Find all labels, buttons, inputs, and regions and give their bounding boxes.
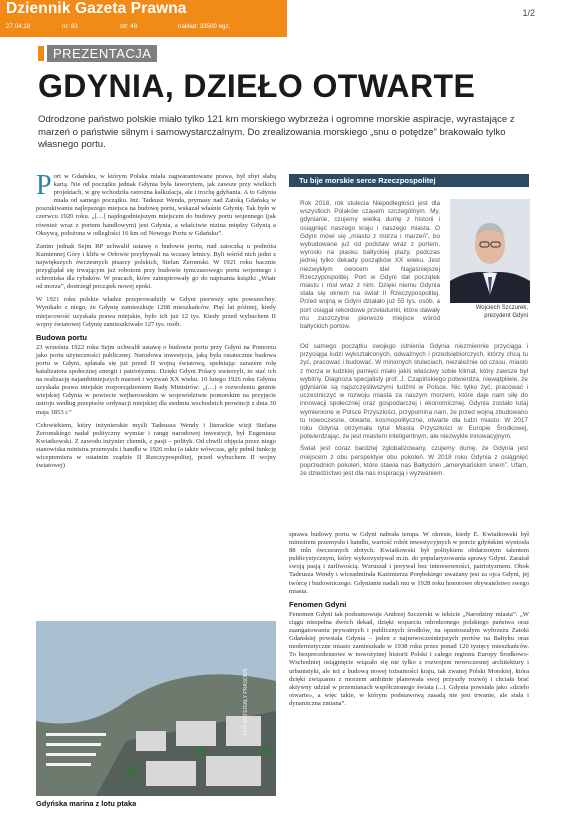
sidebar-text-top: Rok 2018, rok stulecia Niepodległości jest dla wszystkich Polaków czasem szczególnym. My, gdynianie, czujemy wielką dumę z historii i osiągnięć naszego kraju i naszego miasta. O Gdyni mówi się „miasto z morza i marzeń”, bo wybudowane już od podstaw wraz z portem, wyrosło na piasku bałtyckiej plaży, podczas jednej tylko dekady początków XX wieku. Jest niezwykłym owocem idei Najjaśniejszej Rzeczypospolitej. Port w Gdyni dał początek miastu i rósł wraz z nim. Dzięki niemu Gdynia stała się oknem na świat II Rzeczypospolitej. Przed wojną w Gdyni działało już 55 tys. osób, a port osiągał rekordowe przeładunki, które dawały mu zaszczytne pierwsze miejsce wśród bałtyckich portów. [300, 200, 440, 331]
left-column [36, 170, 276, 618]
paragraph: Zanim jednak Sejm RP uchwalił ustawę o budowie portu, nad zatoczką u podnóża Kamiennej Góry i klifu w Orłowie przybywali na wczasy letnicy. Byli wśród nich jedni z największych ówczesnych pisarzy polskich, Stefan Żeromski. W 1921 roku bacznie przyglądał się trwającym już robotom przy budowie tymczasowego portu wojennego i schroniska dla rybaków. W pracach, które zainspirowały go do napisania książki „Wiatr od morza”, dostrzegł początek nowej epoki. [36, 242, 276, 291]
drop-cap: P [36, 170, 52, 201]
section-label: PREZENTACJA [47, 45, 157, 62]
sidebar-heading: Tu bije morskie serce Rzeczpospolitej [289, 174, 529, 187]
paragraph: Port w Gdańsku, w którym Polska miała zagwarantowane prawa, był zbyt słabą kartą. Nie od początku jednak Gdynia była faworytem, jak zawsze przy wielkich projektach, w grę wchodziła ostrożna kalkulacja, ale i trochę gdybania. A to Gdynia miała od samego początku. Inż. Tadeusz Wenda, prymasy nad Zatoką Gdańską w poszukiwaniu najlepszego miejsca na budowę portu, wskazał właśnie Gdynię. Tak było w czerwcu 1920 roku. „[…] najdogodniejszym miejscem do budowy portu wojennego (jak również wraz z portem handlowym) jest Gdynia, a właściwie nizina między Gdynią a Oksywą, położona w odległości 16 km od Nowego Portu w Gdańsku”. [36, 170, 276, 237]
portrait-caption: Wojciech Szczurek, prezydent Gdyni [475, 305, 528, 319]
paragraph: 23 września 1922 roku Sejm uchwalił ustawę o budowie portu przy Gdyni na Pomorzu jako portu użyteczności publicznej. Narodowa inwestycja, jaką była ostatecznie budowa portu w Gdyni, splatała się już przed II wojną światową, spełniając zarazem rolę katalizatora społecznej energii i patriotyzmu. Dzięki Gdyni Polacy uwierzyli, że stać ich na realizację najambitniejszych marzeń i wyzwań XX wieku. 10 lutego 1926 roku Gdynia uzyskała prawa miejskie rozporządzeniem Rady Ministrów: „(…) o rozwoleniu gminie wiejskiej Gdynia w powiecie wejherowskim w województwie pomorskim na przyjęcie ustroju według przepisów ordynacji miejskiej dla siedmiu wschodnich prowincji z dnia 30 maja 1853 r.” [36, 343, 276, 416]
publication-title: Dziennik Gazeta Prawna [6, 0, 187, 17]
page-counter: 1/2 [522, 8, 535, 18]
masthead-bar [0, 0, 287, 37]
subheading: Budowa portu [36, 332, 88, 342]
paragraph: Fenomen Gdyni tak podsumowuje Andrzej Szczerski w tekście „Narodziny miasta”: „W ciągu niespełna dwóch dekad, dzięki wsparciu odrodzonego polskiego państwa oraz zaangażowaniu prywatnych i publicznych środków, na opustoszałym wybrzeżu Zatoki Gdańskiej powstała Gdynia – jeden z najnowocześniejszych portów na Bałtyku oraz modernistyczne miasto zamieszkałe w 1938 roku przez ponad 120 tysięcy mieszkańców. To bezprecedensowe w nowożytnej historii Polski i całego regionu Europy Środkowo-Wschodniej osiągnięcie wiązało się nie tylko z rozwojem nowoczesnej architektury i urbanistyki, ale też z budową nowej tożsamości kraju, tak zwanej Polski Morskiej, która dzięki związaniu z morzem ambitnie planowała swoj przyszły rozwój i chciała brać aktywny udział w przemianach współczesnego świata (...). Gdynia powstała jako «dzieło otwarte», a więc takie, w którym podstawową zasadą nie jest trwanie, ale stała i dynamiczna zmiana”. [289, 610, 529, 707]
paragraph: W 1921 roku polskie władze przeprowadziły w Gdyni pierwszy spis powszechny. Wynikało z niego, że Gdynię zamieszkuje 1268 mieszkańców. Pięć lat później, kiedy miejscowość uzyskała prawa miejskie, było ich już 12 tys. Kiedy przed wybuchem II wojny światowej Gdynię zamieszkiwało 127 tys. osób. [36, 296, 276, 328]
photo-caption: Gdyńska marina z lotu ptaka [36, 799, 137, 808]
circulation: nakład: 33500 egz. [178, 23, 231, 30]
sidebar-text-bottom: Od samego początku swojego istnienia Gdynia niezmiennie przyciąga i przyciąga ludzi wykształconych, odważnych i przedsiębiorczych, którzy chcą tu żyć, pracować i budować. W minionych stuleciach, niezależnie od czasu, miasto z morza w ludzkiej pamięci miało jakiś właściwy sobie klimat, który zawsze był wybitny. Diagnoza specjalisty prof. J. Czapińskiego potwierdza, niewątpliwie, że gdynianie są najszczęśliwszymi ludźmi w Polsce. Nic tylko żyć, pracować i uczestniczyć w rozwoju miasta za naszym morzem, które daje nam siłę do innowacji społecznej oraz gospodarczej i ekonomicznej. Gdynia zostało tutaj wymienione w Polsce Przyszłości, przypomina nam, że przed wojną zbudowano tu nowoczesne, otwarte, kosmopolityczne, otwarte dla ludzi miasto. W 2017 roku Gdynia otrzymała tytuł Miasta Przyszłości w Europie Środkowej, potwierdzając, że jest miastem inteligentnym, ale niezwykle innowacyjnym. Świat jest coraz bardziej zglobalizowany, czujemy dumę, że Gdynia jest miejscem z obu perspektyw obu pokoleń. W 2018 roku Gdynia z osiągnięć poprzednich pokoleń, które stawia nas Bałtyckim „amerykańskim snem”. Ufam, że dziedzictwo jest dla nas inspiracją i wyzwaniem. [300, 343, 528, 478]
issue-number: nr: 83 [62, 23, 78, 30]
photo-credit: FOT. MATERIAŁY PRASOWE [243, 668, 249, 736]
marina-aerial-photo [36, 621, 276, 796]
page-number: str: 48 [120, 23, 138, 30]
headline: GDYNIA, DZIEŁO OTWARTE [38, 68, 476, 104]
issue-date: 27.04.18 [6, 23, 31, 30]
paragraph: Człowiekiem, który inżynierskie myśli Tadeusza Wendy i literackie wizji Stefana Żeromskiego nadał polityczny wymiar i rangę narodowej inwestycji, był Eugeniusz Kwiatkowski. Z zawodu inżynier chemik, z pasji – polityk. Od chwili objęcia przez niego stanowiska ministra przemysłu i handlu w 1926 roku (a także wówczas, gdy pełnił funkcję wicepremiera w ostatnim rządzie II Rzeczypospolitej, przed wybuchem II wojny światowej) [36, 421, 276, 470]
paragraph: sprawa budowy portu w Gdyni nabrała tempa. W okresie, kiedy E. Kwiatkowski był ministrem przemysłu i handlu, wartość robót inwestycyjnych w porcie gdyńskim wyniosła 88 mln ówczesnych złotych. Kwiatkowski był politykiem obdarzonym talentem publicystycznym, który wykorzystywał m.in. do popularyzowania sprawy Gdyni. Zarażał swoją pasją i żarliwością. Wzruszał i porywał bez interesowności, patriotyzmem. Obok Tadeusza Wendy i wiceadmirała Kazimierza Porębskiego uważany jest za ojca Gdyni, jej twórcę i budowniczego. Gdynianie nadali mu w 1928 roku honorowe obywatelstwo swego miasta. [289, 531, 529, 595]
right-column [289, 531, 529, 801]
section-tag-accent [38, 46, 44, 61]
portrait-photo [450, 199, 530, 303]
subheading: Fenomen Gdyni [289, 599, 347, 609]
section-tag [38, 45, 157, 62]
lead-paragraph: Odrodzone państwo polskie miało tylko 121 km morskiego wybrzeża i ogromne morskie aspiracje, wyrastające z marzeń o państwie silnym i samowystarczalnym. Do zrealizowania morskiego „snu o potędze” brakowało tylko własnego portu. [38, 114, 515, 150]
